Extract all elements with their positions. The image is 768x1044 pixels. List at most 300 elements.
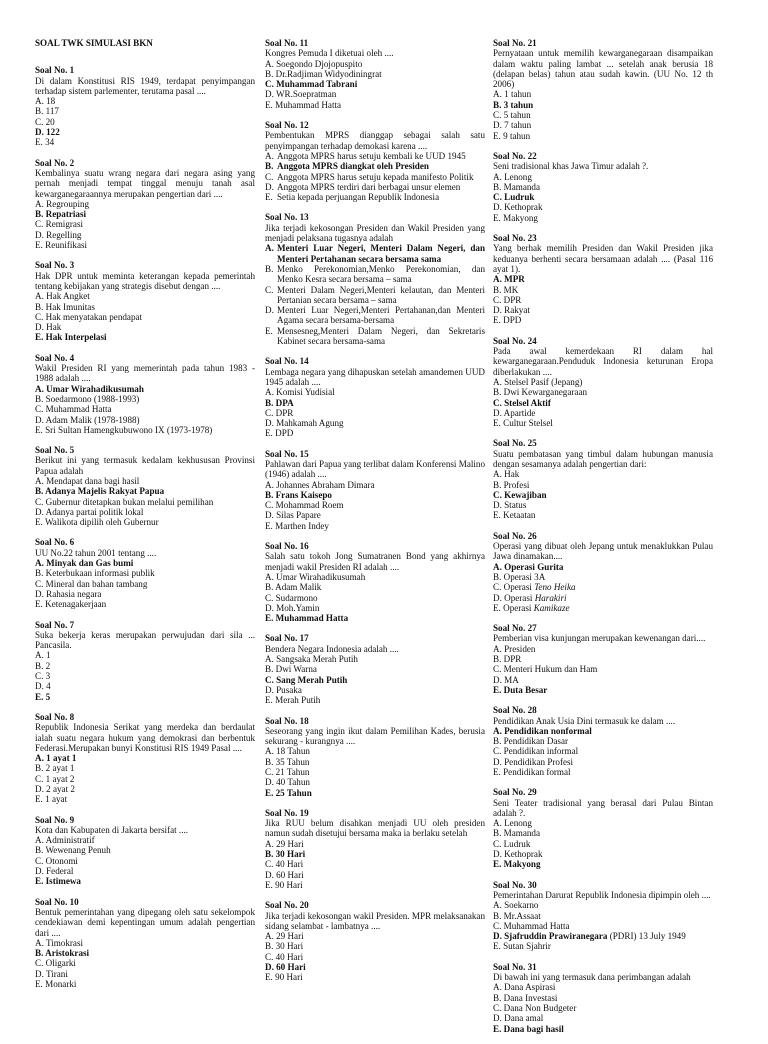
question-block (35, 353, 255, 435)
question-number: Soal No. 14 (265, 356, 309, 367)
option-text: Tirani (45, 968, 68, 979)
option-letter: D. (35, 588, 44, 599)
option-letter: B. (493, 828, 502, 839)
answer-option-correct (493, 931, 713, 941)
option-letter: A. (35, 383, 44, 394)
option-text: 40 Hari (275, 951, 304, 962)
answer-option (493, 736, 713, 746)
question-text: Seseorang yang ingin ikut dalam Pemilihan Kades, berusia sekurang - kurangnya .... (265, 725, 485, 747)
answer-option (265, 972, 485, 982)
answer-option (265, 880, 485, 890)
option-letter: C. (493, 664, 502, 675)
option-letter: D. (35, 322, 44, 333)
option-text: Gubernur ditetapkan bukan melalui pemilihan (45, 496, 214, 507)
answer-option (265, 777, 485, 787)
question-block (493, 336, 713, 429)
option-text: Johannes Abraham Dimara (276, 479, 375, 490)
option-text: Dana bagi hasil (503, 1023, 564, 1034)
option-letter: A. (265, 931, 274, 942)
option-text: Kethoprak (504, 849, 543, 860)
answer-option-correct (265, 849, 485, 859)
answer-option (493, 767, 713, 777)
option-text: 90 Hari (275, 972, 303, 983)
option-letter: B. (265, 397, 274, 408)
question-block (493, 531, 713, 613)
answer-option (265, 510, 485, 520)
answer-option (35, 763, 255, 773)
option-text: 60 Hari (276, 869, 304, 880)
option-text: 40 Hari (275, 859, 304, 870)
option-text: Apartide (503, 407, 536, 418)
option-letter: B. (493, 479, 502, 490)
option-text: Sudarmono (275, 592, 318, 603)
option-letter: B. (493, 387, 502, 398)
option-letter: B. (35, 568, 44, 579)
answer-option (35, 291, 255, 301)
question-text: Hak DPR untuk meminta keterangan kepada pemerintah tentang kebijakan yang strategis disebut dengan .... (35, 270, 255, 291)
question-block (35, 445, 255, 527)
option-text: Menteri Hukum dan Ham (503, 664, 598, 675)
option-letter: E. (493, 1023, 502, 1034)
answer-option (493, 900, 713, 910)
option-letter: C. (265, 951, 274, 962)
option-text: Hak Interpelasi (45, 332, 107, 343)
option-text: Mamanda (503, 181, 540, 192)
question-block (265, 449, 485, 531)
option-letter: B. (35, 763, 44, 774)
option-letter: D. (35, 414, 44, 425)
option-text: Umar Wirahadikusumah (276, 571, 366, 582)
option-text: Adam Malik (275, 582, 322, 593)
answer-option (265, 192, 485, 202)
option-text: Administratif (45, 835, 95, 846)
question-number: Soal No. 2 (35, 157, 75, 168)
option-letter: D. (265, 869, 274, 880)
option-text: Regelling (46, 229, 82, 240)
answer-option-correct (35, 332, 255, 342)
question-text: Pemerintahan Darurat Republik Indonesia dipimpin oleh .... (493, 889, 711, 900)
option-text: Merah Putih (275, 695, 321, 706)
answer-option (35, 137, 255, 147)
option-letter: A. (265, 654, 274, 665)
option-text: 1 (46, 650, 51, 661)
option-letter: E. (493, 859, 502, 870)
question-number: Soal No. 29 (493, 787, 537, 798)
option-text: 30 Hari (275, 941, 304, 952)
question-text: Seni tradisional khas Jawa Timur adalah ?. (493, 161, 649, 172)
option-text: Dwi Kewarganegaraan (503, 387, 588, 398)
answer-option (493, 921, 713, 931)
answer-option (265, 428, 485, 438)
option-letter: C. (35, 116, 44, 127)
question-text: Jika terjadi kekosongan Presiden dan Wakil Presiden yang menjadi pelaksana tugasnya adalah (265, 222, 485, 244)
document-title: SOAL TWK SIMULASI BKN (35, 38, 153, 48)
question-number: Soal No. 18 (265, 715, 309, 726)
answer-option-correct (493, 192, 713, 202)
option-letter: B. (265, 664, 274, 675)
answer-option (493, 664, 713, 674)
option-text: Mensesneg,Menteri Dalam Negeri, dan Sekretaris Kabinet secara bersama-sama (277, 325, 485, 347)
option-text: 1 ayat 2 (45, 773, 75, 784)
option-text: 34 (45, 137, 55, 148)
option-letter: C. (35, 671, 44, 682)
option-letter: A. (35, 753, 44, 764)
option-text: Marthen Indey (275, 520, 329, 531)
answer-option (265, 685, 485, 695)
question-block (493, 438, 713, 520)
option-text: Kewajiban (504, 489, 547, 500)
option-text: 2 ayat 1 (45, 763, 75, 774)
answer-option (265, 59, 485, 69)
option-letter: B. (493, 736, 502, 747)
option-letter: D. (493, 592, 502, 603)
option-text: Operasi (504, 592, 535, 603)
option-letter: A. (265, 838, 274, 849)
question-number: Soal No. 7 (35, 619, 75, 630)
answer-option-correct (35, 876, 255, 886)
option-letter: A. (265, 58, 274, 69)
answer-option (265, 100, 485, 110)
answer-option (493, 131, 713, 141)
option-letter: C. (265, 171, 274, 182)
answer-option (265, 654, 485, 664)
answer-option-correct (35, 558, 255, 568)
question-text: Pemberian visa kunjungan merupakan kewenangan dari.... (493, 633, 706, 644)
answer-option (265, 408, 485, 418)
question-block (493, 962, 713, 1034)
option-text: 25 Tahun (275, 787, 312, 798)
option-text: Dr.Radjiman Widyodiningrat (275, 68, 382, 79)
answer-option (265, 593, 485, 603)
option-letter: A. (493, 274, 502, 285)
question-text: Jika RUU belum disahkan menjadi UU oleh presiden namun sudah disetujui bersama maka ia berlaku setelah (265, 818, 485, 839)
option-letter: B. (493, 284, 502, 295)
option-letter: D. (265, 89, 274, 100)
question-number: Soal No. 17 (265, 633, 309, 644)
option-text: Muhammad Hatta (275, 99, 342, 110)
option-letter: A. (35, 198, 44, 209)
option-text: 90 Hari (275, 879, 303, 890)
option-text: Muhammad Hatta (275, 613, 349, 624)
option-letter: D. (493, 756, 502, 767)
option-letter: C. (265, 500, 274, 511)
option-letter: C. (35, 958, 44, 969)
question-number: Soal No. 8 (35, 711, 75, 722)
option-text: Status (504, 500, 527, 511)
question-block (265, 808, 485, 890)
option-letter: A. (265, 479, 274, 490)
option-letter: E. (493, 602, 501, 613)
answer-option (493, 469, 713, 479)
question-text: Pembentukan MPRS dianggap sebagai salah satu penyimpangan terhadap demokasi karena .... (265, 130, 485, 151)
answer-option (493, 849, 713, 859)
option-text: Hak (46, 322, 62, 333)
option-text: Keterbukaan informasi publik (45, 568, 155, 579)
option-text: Anggota MPRS terdiri dari berbagai unsur elemen (277, 181, 461, 192)
option-letter: E. (35, 240, 43, 251)
option-text: Mamanda (503, 828, 540, 839)
option-letter: C. (493, 838, 502, 849)
answer-option (35, 794, 255, 804)
answer-option (493, 120, 713, 130)
option-letter: B. (265, 582, 274, 593)
answer-option (35, 599, 255, 609)
option-text: Operasi (503, 582, 535, 593)
option-text: Rahasia negara (46, 588, 102, 599)
answer-option (493, 593, 713, 603)
answer-option (35, 958, 255, 968)
question-text: Pernyataan untuk memilih kewarganegaraan disampaikan dalam waktu paling lambat ... setelah anak berusia 18 (delapan belas) tahun atau sudah kawin. (UU No. 12 th 2006) (493, 48, 713, 90)
option-letter: C. (265, 79, 274, 90)
answer-option (493, 839, 713, 849)
option-text: Kethoprak (504, 202, 543, 213)
answer-option-correct (493, 274, 713, 284)
option-letter: E. (35, 979, 43, 990)
option-text: Sang Merah Putih (276, 674, 348, 685)
option-text: Menko Perekonomian,Menko Perekonomian, dan Menko Kesra secara bersama – sama (277, 263, 485, 285)
option-letter: D. (265, 777, 274, 788)
option-letter: A. (493, 982, 502, 993)
answer-option (493, 675, 713, 685)
answer-option (493, 1003, 713, 1013)
answer-option (265, 603, 485, 613)
option-text: Presiden (504, 643, 536, 654)
answer-option (265, 418, 485, 428)
option-text: MA (504, 674, 519, 685)
answer-option (265, 664, 485, 674)
option-text: DPR (503, 294, 522, 305)
option-text: 21 Tahun (275, 767, 310, 777)
option-letter: E. (493, 418, 501, 429)
question-number: Soal No. 6 (35, 537, 75, 548)
option-letter: E. (265, 325, 273, 336)
answer-option-correct (493, 100, 713, 110)
option-letter: C. (493, 192, 502, 203)
answer-option (35, 774, 255, 784)
option-text: Istimewa (45, 876, 81, 887)
answer-option (265, 582, 485, 592)
option-letter: A. (493, 900, 502, 911)
option-letter: E. (493, 130, 501, 141)
answer-option (265, 172, 485, 182)
option-text: 7 tahun (504, 120, 532, 131)
answer-option (35, 866, 255, 876)
answer-option (265, 326, 485, 347)
option-text: Mohammad Roem (275, 500, 344, 511)
answer-option-correct (35, 127, 255, 137)
question-text: Pendidikan Anak Usia Dini termasuk ke dalam .... (493, 715, 676, 726)
answer-option-correct (35, 753, 255, 763)
answer-option (35, 568, 255, 578)
option-text: Hak Imunitas (45, 301, 95, 312)
option-letter: A. (35, 558, 44, 569)
option-text: MK (503, 284, 519, 295)
option-letter: C. (35, 578, 44, 589)
option-letter: E. (35, 424, 43, 435)
answer-option (493, 285, 713, 295)
answer-option (265, 69, 485, 79)
question-text: Yang berhak memilih Presiden dan Wakil Presiden jika keduanya berhenti secara bersamaan adalah .... (Pasal 116 ayat 1). (493, 243, 713, 274)
question-text: Wakil Presiden RI yang memerintah pada tahun 1983 - 1988 adalah .... (35, 363, 255, 384)
question-block (265, 716, 485, 798)
question-number: Soal No. 27 (493, 623, 537, 634)
option-note: (PDRI) 13 July 1949 (607, 931, 686, 942)
answer-option (35, 96, 255, 106)
option-text: Sri Sultan Hamengkubuwono IX (1973-1978) (45, 424, 213, 435)
question-block (493, 38, 713, 141)
answer-option-correct (265, 613, 485, 623)
option-letter: E. (493, 767, 501, 777)
option-text: Pusaka (276, 684, 302, 695)
option-text: Frans Kaisepo (275, 489, 332, 500)
answer-option (35, 240, 255, 250)
option-text: Profesi (503, 479, 530, 490)
option-letter: C. (493, 489, 502, 500)
option-text: 30 Hari (275, 849, 306, 860)
answer-option-correct (493, 490, 713, 500)
option-letter: A. (265, 746, 274, 757)
answer-option (35, 671, 255, 681)
answer-option (265, 387, 485, 397)
question-number: Soal No. 10 (35, 896, 79, 907)
answer-option-correct (35, 948, 255, 958)
option-text: Hak menyatakan pendapat (45, 311, 143, 322)
option-text: Mineral dan bahan tambang (45, 578, 148, 589)
option-text: Mahkamah Agung (276, 418, 344, 429)
question-number: Soal No. 5 (35, 445, 75, 456)
answer-option (265, 305, 485, 326)
option-letter: C. (493, 397, 502, 408)
option-text: 60 Hari (276, 962, 306, 973)
option-letter: D. (35, 866, 44, 877)
option-text: Oligarki (45, 958, 76, 969)
option-letter: C. (265, 592, 274, 603)
answer-option (265, 151, 485, 161)
answer-option (493, 982, 713, 992)
option-letter: C. (265, 767, 274, 777)
answer-option (35, 661, 255, 671)
question-text: Pada awal kemerdekaan RI dalam hal kewarganegaraan.Penduduk Indonesia keturunan Eropa diberlakukan .... (493, 346, 713, 377)
option-letter: B. (265, 756, 274, 767)
option-letter: A. (493, 171, 502, 182)
option-letter: D. (493, 305, 502, 316)
option-italic-text: Kamikaze (533, 602, 570, 613)
option-text: Minyak dan Gas bumi (46, 558, 134, 569)
option-letter: E. (493, 941, 501, 952)
option-text: 18 Tahun (276, 746, 310, 757)
question-text: Republik Indonesia Serikat yang merdeka dan berdaulat ialah suatu negara hukum yang demokrasi dan berbentuk Federasi.Merupakan bunyi Konstitusi RIS 1949 Pasal .... (35, 722, 255, 753)
option-letter: D. (493, 849, 502, 860)
answer-option (493, 510, 713, 520)
option-text: Monarki (45, 979, 77, 990)
option-letter: C. (35, 773, 44, 784)
option-text: Adam Malik (1978-1988) (45, 414, 140, 425)
question-block (35, 815, 255, 887)
answer-option (35, 579, 255, 589)
answer-option (493, 572, 713, 582)
option-text: Repatriasi (45, 209, 87, 220)
option-letter: C. (493, 746, 502, 757)
option-letter: C. (35, 496, 44, 507)
option-letter: B. (35, 393, 44, 404)
option-text: Dana amal (504, 1013, 544, 1024)
question-block (35, 712, 255, 805)
column-2 (265, 38, 485, 993)
answer-option (35, 979, 255, 989)
option-text: 20 (45, 116, 55, 127)
option-letter: B. (35, 845, 44, 856)
option-letter: D. (35, 127, 44, 138)
option-text: Makyong (503, 859, 541, 870)
option-letter: A. (35, 96, 44, 107)
option-letter: E. (493, 684, 502, 695)
answer-option (493, 418, 713, 428)
option-text: Makyong (503, 212, 538, 223)
option-text: Pendidikan informal (503, 746, 579, 757)
option-text: Komisi Yudisial (276, 387, 335, 398)
question-block (265, 541, 485, 623)
option-text: DPD (275, 428, 294, 439)
option-text: Umar Wirahadikusumah (46, 383, 144, 394)
option-text: 1 ayat 1 (46, 753, 77, 764)
answer-option (265, 952, 485, 962)
question-number: Soal No. 23 (493, 233, 537, 244)
answer-option (35, 230, 255, 240)
question-text: Suatu pembatasan yang timbul dalam hubungan manusia dengan sesamanya adalah pengertian dari: (493, 448, 713, 469)
question-text: Kota dan Kabupaten di Jakarta bersifat .... (35, 824, 189, 835)
answer-option (265, 695, 485, 705)
answer-option-correct (493, 562, 713, 572)
question-text: Lembaga negara yang dihapuskan setelah amandemen UUD 1945 adalah .... (265, 366, 485, 387)
option-text: Anggota MPRS harus setuju kembali ke UUD 1945 (277, 150, 466, 161)
answer-option (493, 818, 713, 828)
question-number: Soal No. 11 (265, 38, 309, 48)
answer-option-correct (265, 962, 485, 972)
answer-option (35, 476, 255, 486)
question-number: Soal No. 16 (265, 541, 309, 552)
answer-option (35, 219, 255, 229)
option-text: 1 ayat (45, 794, 68, 805)
option-text: Dana Non Budgeter (503, 1002, 577, 1013)
option-letter: A. (493, 376, 502, 387)
option-text: 5 (45, 691, 51, 702)
option-letter: A. (35, 937, 44, 948)
question-block (265, 900, 485, 982)
option-text: 2 ayat 2 (46, 784, 75, 794)
option-text: 117 (45, 106, 59, 117)
option-text: 5 tahun (503, 110, 531, 121)
answer-option (35, 425, 255, 435)
answer-option (493, 408, 713, 418)
option-letter: D. (493, 500, 502, 511)
question-text: Salah satu tokoh Jong Sumatranen Bond yang akhirnya menjadi wakil Presiden RI adalah .... (265, 551, 485, 572)
option-text: 9 tahun (503, 130, 531, 141)
question-block (493, 151, 713, 223)
option-text: 29 Hari (276, 931, 304, 942)
option-text: Duta Besar (503, 684, 548, 695)
option-letter: A. (265, 150, 274, 161)
answer-option (493, 941, 713, 951)
answer-option-correct (493, 685, 713, 695)
option-text: Dana Investasi (503, 992, 558, 1003)
answer-option (493, 500, 713, 510)
answer-option-correct (35, 486, 255, 496)
option-text: Cultur Stelsel (503, 418, 553, 429)
question-block (493, 623, 713, 695)
option-text: Muhammad Hatta (45, 404, 112, 415)
option-text: Federal (46, 866, 74, 877)
option-text: Adanya partai politik lokal (45, 506, 144, 517)
